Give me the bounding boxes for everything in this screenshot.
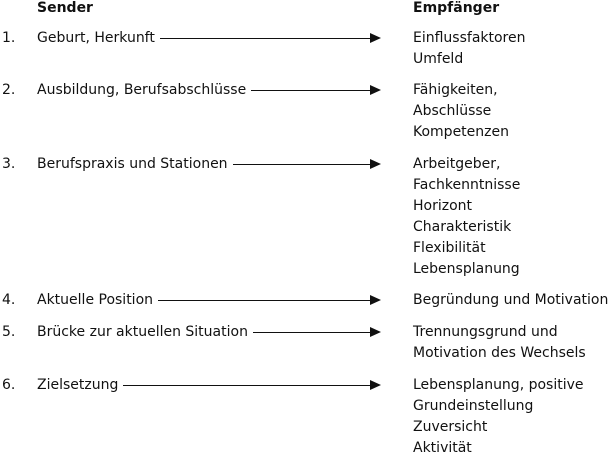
receiver-line: Zuversicht [413,419,488,435]
receiver-line: Flexibilität [413,240,486,256]
sender-label: Brücke zur aktuellen Situation [37,324,248,340]
item-number: 6. [2,377,16,393]
sender-label: Zielsetzung [37,377,119,393]
receiver-line: Lebensplanung [413,261,520,277]
receiver-line: Aktivität [413,440,472,456]
receiver-block [413,322,586,364]
receiver-line: Lebensplanung, positive [413,377,584,393]
receiver-block [413,375,584,459]
receiver-line: Umfeld [413,51,464,67]
receiver-line: Fachkenntnisse [413,177,521,193]
receiver-block [413,154,520,280]
sender-heading: Sender [37,0,93,16]
item-number: 4. [2,292,16,308]
arrow-icon [253,332,379,333]
receiver-line: Kompetenzen [413,124,509,140]
arrow-icon [233,164,379,165]
receiver-block [413,28,526,70]
receiver-line: Trennungsgrund und [413,324,558,340]
receiver-line: Fähigkeiten, [413,82,498,98]
receiver-line: Abschlüsse [413,103,492,119]
arrow-icon [160,38,379,39]
arrow-icon [158,300,379,301]
sender-label: Geburt, Herkunft [37,30,155,46]
item-number: 2. [2,82,16,98]
receiver-line: Arbeitgeber, [413,156,501,172]
receiver-block [413,290,608,311]
arrow-icon [123,385,379,386]
receiver-line: Charakteristik [413,219,512,235]
receiver-line: Einflussfaktoren [413,30,526,46]
sender-label: Aktuelle Position [37,292,154,308]
receiver-line: Grundeinstellung [413,398,534,414]
item-number: 1. [2,30,16,46]
receiver-block [413,80,509,143]
receiver-line: Begründung und Motivation [413,292,609,308]
receiver-line: Horizont [413,198,473,214]
arrow-icon [251,90,379,91]
sender-label: Ausbildung, Berufsabschlüsse [37,82,247,98]
receiver-line: Motivation des Wechsels [413,345,586,361]
item-number: 3. [2,156,16,172]
sender-label: Berufspraxis und Stationen [37,156,228,172]
item-number: 5. [2,324,16,340]
receiver-heading: Empfänger [413,0,500,16]
